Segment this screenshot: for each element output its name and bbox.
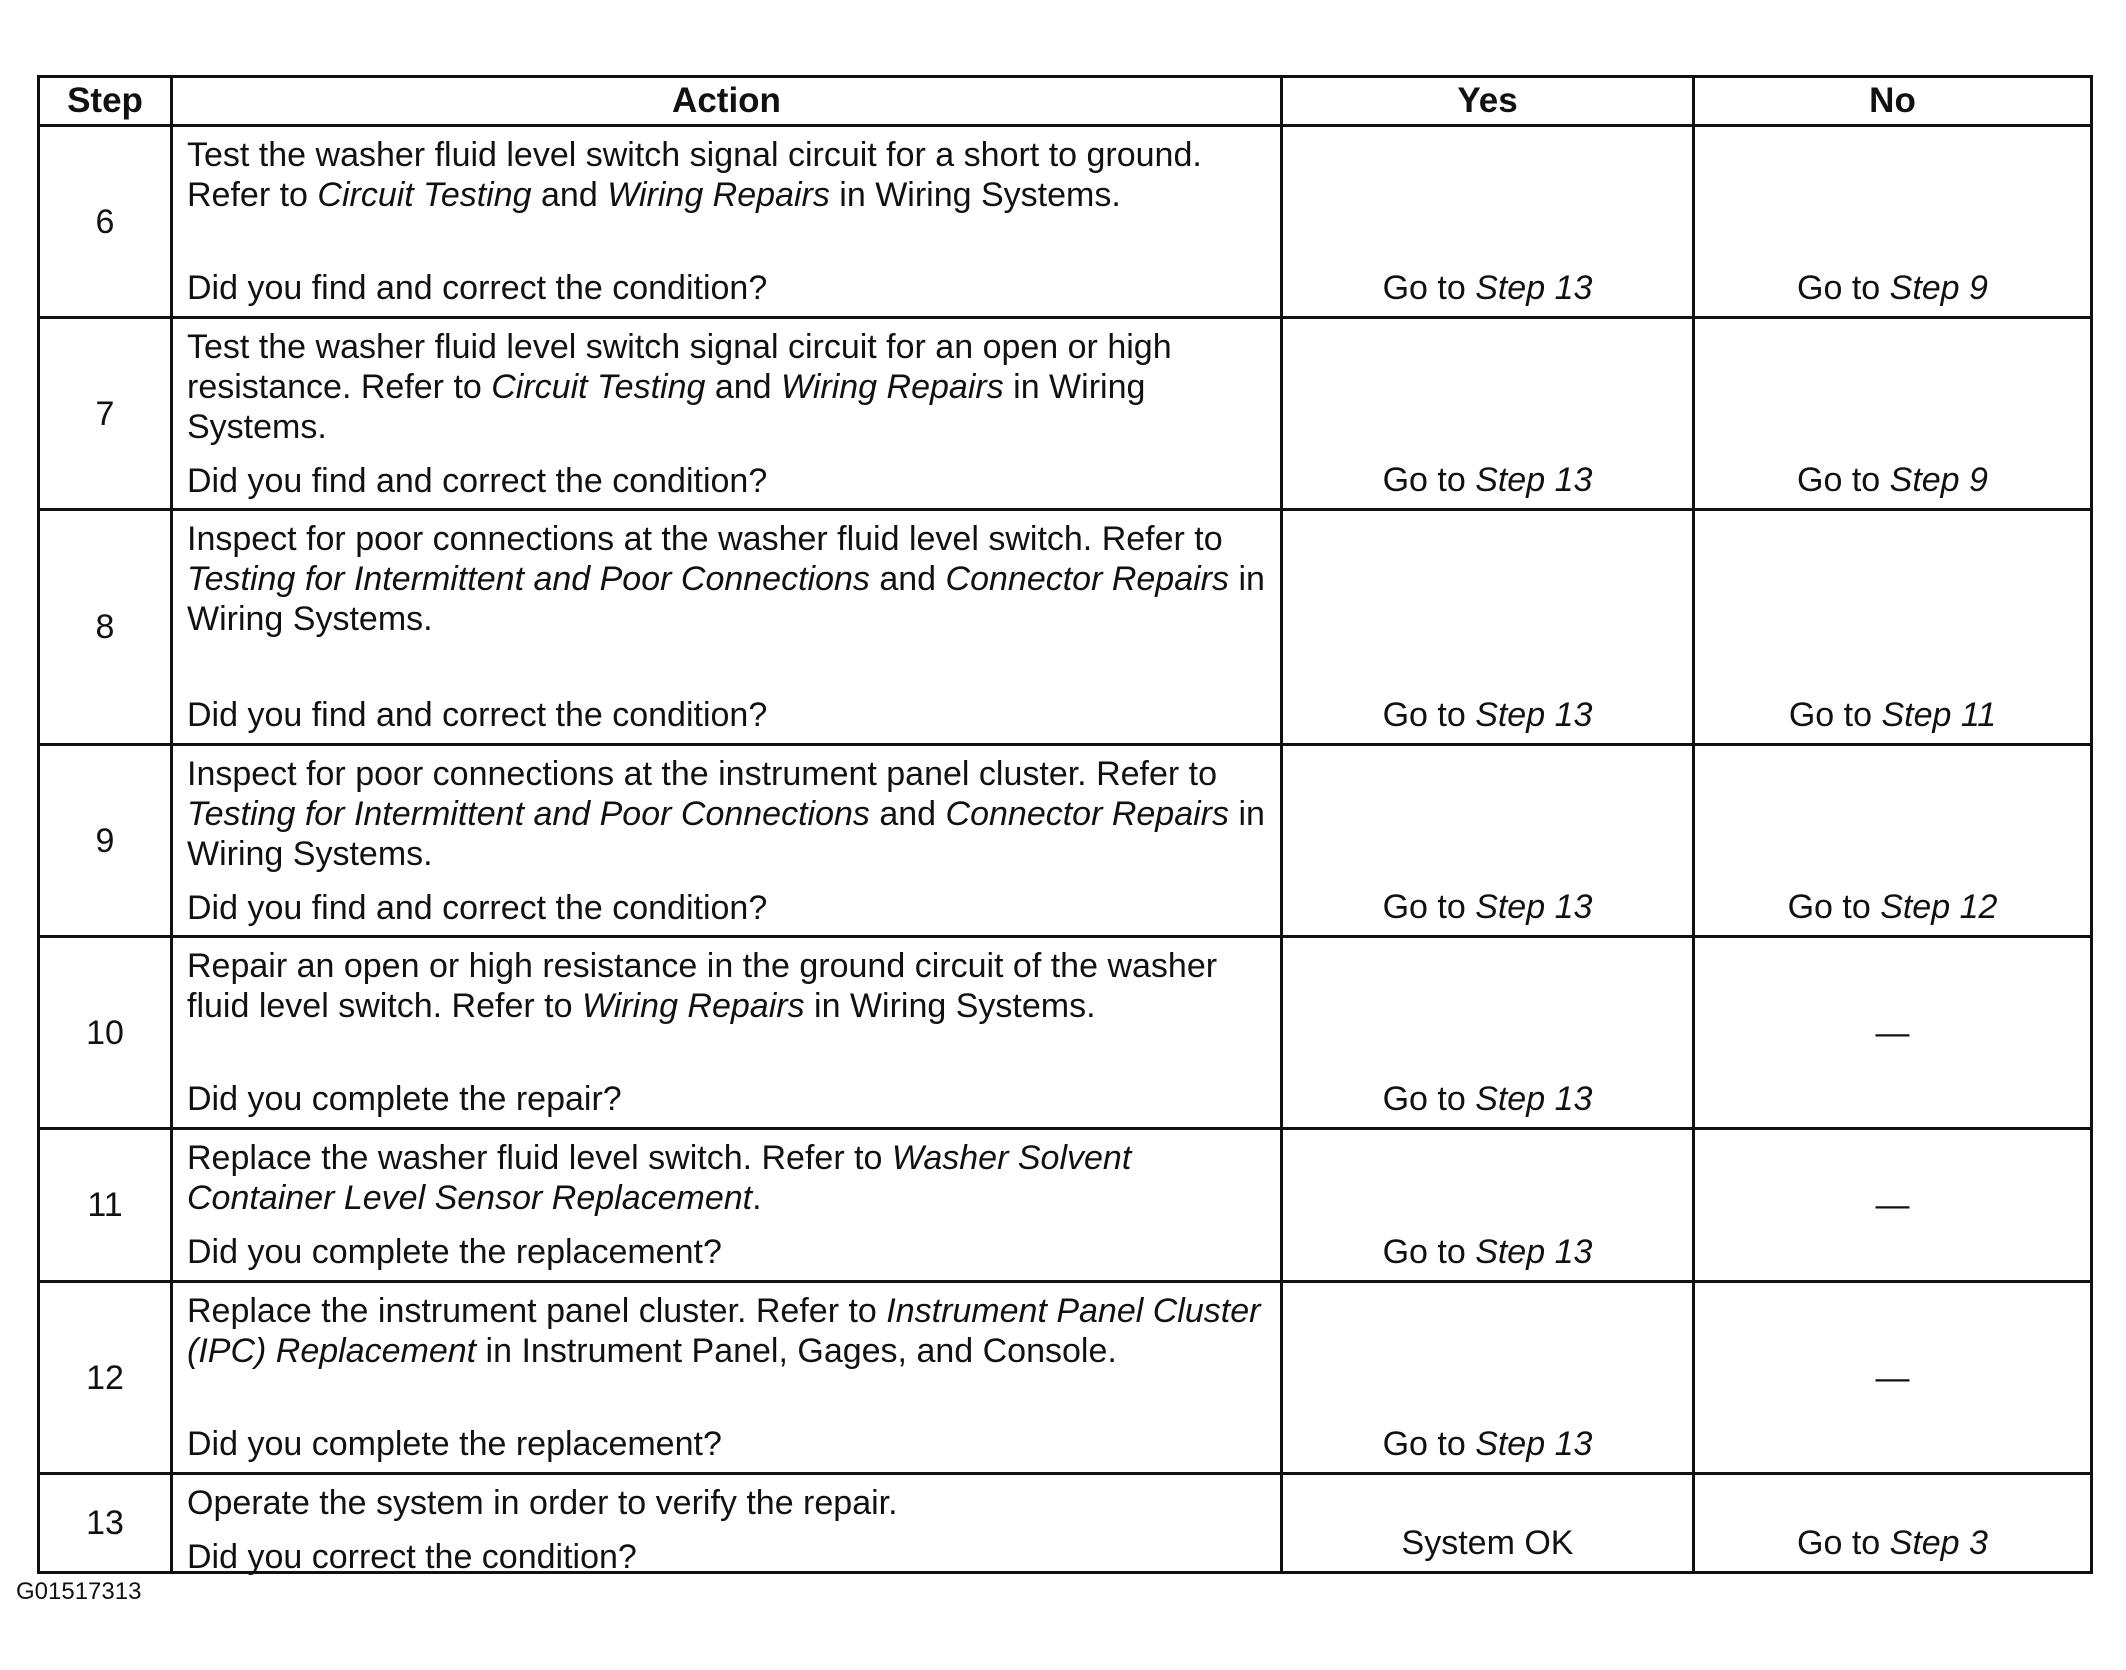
step-number: 7 <box>39 318 172 510</box>
table-row <box>39 126 2092 318</box>
table-row <box>39 937 2092 1129</box>
not-applicable-dash: — <box>1875 1358 1910 1397</box>
go-to-label: Go to <box>1382 888 1476 926</box>
no-result <box>1694 745 2092 937</box>
action-cell <box>172 1282 1282 1474</box>
action-text: Replace the instrument panel cluster. Refer to <box>187 1292 887 1330</box>
action-text: . <box>752 1179 762 1217</box>
action-description <box>187 946 1266 1026</box>
yes-result <box>1282 1282 1694 1474</box>
reference-link-text: Wiring Repairs <box>781 368 1004 406</box>
step-number: 10 <box>39 937 172 1129</box>
action-text: and <box>869 560 946 598</box>
step-reference: Step 13 <box>1475 461 1593 499</box>
action-cell <box>172 1129 1282 1282</box>
go-to-label: Go to <box>1382 1233 1476 1271</box>
reference-link-text: Washer Solvent Container Level Sensor Replacement <box>187 1139 1132 1217</box>
action-question: Did you complete the repair? <box>187 1080 622 1118</box>
action-text: Inspect for poor connections at the instrument panel cluster. Refer to <box>187 755 1218 793</box>
yes-result <box>1282 1474 1694 1573</box>
action-question: Did you complete the replacement? <box>187 1425 722 1463</box>
no-result <box>1694 1282 2092 1474</box>
table-row <box>39 318 2092 510</box>
go-to-label: Go to <box>1382 269 1476 307</box>
step-number: 8 <box>39 510 172 745</box>
go-to-label: Go to <box>1382 1425 1476 1463</box>
action-question: Did you find and correct the condition? <box>187 269 768 307</box>
table-row <box>39 745 2092 937</box>
step-reference: Step 9 <box>1889 269 1988 307</box>
go-to-label: Go to <box>1382 461 1476 499</box>
reference-link-text: Connector Repairs <box>945 560 1230 598</box>
no-result <box>1694 1129 2092 1282</box>
action-description <box>187 519 1266 639</box>
step-reference: Step 9 <box>1889 461 1988 499</box>
reference-link-text: Circuit Testing <box>317 176 532 214</box>
action-cell <box>172 745 1282 937</box>
table-row <box>39 1474 2092 1573</box>
step-reference: Step 13 <box>1475 269 1593 307</box>
no-result <box>1694 510 2092 745</box>
step-reference: Step 13 <box>1475 1080 1593 1118</box>
action-text: and <box>531 176 608 214</box>
go-to-label: Go to <box>1382 1080 1476 1118</box>
yes-result <box>1282 126 1694 318</box>
reference-link-text: Circuit Testing <box>491 368 706 406</box>
yes-result <box>1282 318 1694 510</box>
action-text: in Instrument Panel, Gages, and Console. <box>476 1332 1117 1370</box>
step-reference: Step 12 <box>1880 888 1998 926</box>
header-yes: Yes <box>1282 77 1694 126</box>
no-result <box>1694 1474 2092 1573</box>
table-header <box>39 77 2092 126</box>
action-cell <box>172 126 1282 318</box>
yes-result <box>1282 937 1694 1129</box>
no-result <box>1694 937 2092 1129</box>
action-question: Did you find and correct the condition? <box>187 889 768 927</box>
action-text: in Wiring Systems. <box>187 368 1146 446</box>
yes-result <box>1282 510 1694 745</box>
action-cell <box>172 318 1282 510</box>
go-to-label: Go to <box>1797 461 1890 499</box>
step-number: 6 <box>39 126 172 318</box>
step-reference: Step 3 <box>1889 1524 1988 1562</box>
action-cell <box>172 510 1282 745</box>
action-question: Did you correct the condition? <box>187 1538 637 1576</box>
action-text: Repair an open or high resistance in the ground circuit of the washer fluid level switch. Refer to <box>187 947 1218 1025</box>
action-cell <box>172 937 1282 1129</box>
go-to-label: Go to <box>1788 696 1882 734</box>
action-description <box>187 1138 1266 1218</box>
step-number: 13 <box>39 1474 172 1573</box>
action-description <box>187 1483 1266 1523</box>
step-reference: Step 13 <box>1475 1233 1593 1271</box>
no-result <box>1694 318 2092 510</box>
action-description <box>187 1291 1266 1371</box>
table-body <box>39 126 2092 1576</box>
header-row <box>39 77 2092 126</box>
action-description <box>187 327 1266 447</box>
reference-link-text: Testing for Intermittent and Poor Connections <box>187 795 870 833</box>
action-text: and <box>869 795 946 833</box>
not-applicable-dash: — <box>1875 1186 1910 1224</box>
action-question: Did you find and correct the condition? <box>187 462 768 500</box>
action-text: and <box>705 368 782 406</box>
header-step: Step <box>39 77 172 126</box>
action-text: Inspect for poor connections at the washer fluid level switch. Refer to <box>187 520 1223 558</box>
step-reference: Step 13 <box>1475 1425 1593 1463</box>
action-text: in Wiring Systems. <box>187 795 1265 873</box>
header-action: Action <box>172 77 1282 126</box>
action-text: in Wiring Systems. <box>829 176 1121 214</box>
step-reference: Step 13 <box>1475 696 1593 734</box>
step-reference: Step 13 <box>1475 888 1593 926</box>
result-text: System OK <box>1401 1524 1574 1562</box>
step-reference: Step 11 <box>1881 696 1997 734</box>
table-row <box>39 1282 2092 1474</box>
action-text: in Wiring Systems. <box>804 987 1096 1025</box>
action-text: Test the washer fluid level switch signal circuit for an open or high resistance. Refer to <box>187 328 1172 406</box>
table-row <box>39 510 2092 745</box>
reference-link-text: Connector Repairs <box>945 795 1230 833</box>
action-cell <box>172 1474 1282 1576</box>
action-text: in Wiring Systems. <box>187 560 1265 638</box>
step-number: 9 <box>39 745 172 937</box>
no-result <box>1694 126 2092 318</box>
not-applicable-dash: — <box>1875 1013 1910 1052</box>
action-text: Replace the washer fluid level switch. Refer to <box>187 1139 892 1177</box>
reference-link-text: Instrument Panel Cluster (IPC) Replacement <box>187 1292 1261 1370</box>
go-to-label: Go to <box>1797 1524 1890 1562</box>
header-no: No <box>1694 77 2092 126</box>
go-to-label: Go to <box>1382 696 1476 734</box>
action-question: Did you complete the replacement? <box>187 1233 722 1271</box>
yes-result <box>1282 745 1694 937</box>
diagnostic-table <box>37 75 2093 1574</box>
go-to-label: Go to <box>1787 888 1881 926</box>
action-question: Did you find and correct the condition? <box>187 696 768 734</box>
step-number: 12 <box>39 1282 172 1474</box>
table-row <box>39 1129 2092 1282</box>
action-description <box>187 135 1266 215</box>
action-text: Operate the system in order to verify the repair. <box>187 1484 898 1522</box>
action-description <box>187 754 1266 874</box>
reference-link-text: Testing for Intermittent and Poor Connections <box>187 560 870 598</box>
reference-link-text: Wiring Repairs <box>581 987 805 1025</box>
yes-result <box>1282 1129 1694 1282</box>
action-text: Test the washer fluid level switch signal circuit for a short to ground. Refer to <box>187 136 1202 214</box>
step-number: 11 <box>39 1129 172 1282</box>
reference-link-text: Wiring Repairs <box>607 176 830 214</box>
figure-id: G01517313 <box>16 1578 142 1605</box>
go-to-label: Go to <box>1797 269 1890 307</box>
